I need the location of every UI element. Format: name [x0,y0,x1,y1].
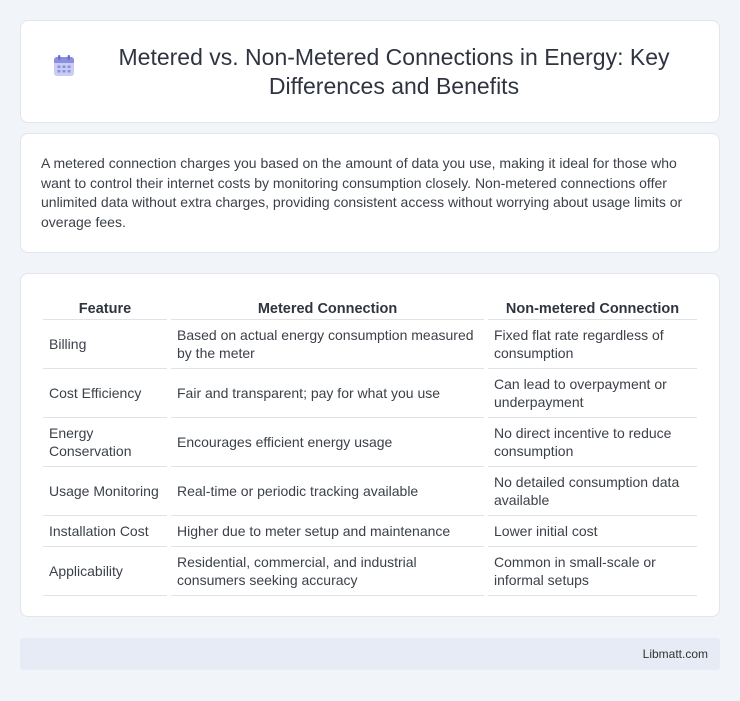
table-cell-metered: Higher due to meter setup and maintenance [171,516,484,547]
table-header-row [43,294,697,320]
table-cell-non-metered: Fixed flat rate regardless of consumption [488,320,697,369]
header-non-metered: Non-metered Connection [488,294,697,320]
table-cell-non-metered: Common in small-scale or informal setups [488,547,697,596]
header-feature: Feature [43,294,167,320]
table-cell-feature: Billing [43,320,167,369]
table-cell-feature: Energy Conservation [43,418,167,467]
footer [20,638,720,670]
intro-paragraph: A metered connection charges you based on the amount of data you use, making it ideal for those who want to control their internet costs by monitoring consumption closely. Non-metered connections offer unlimited data without extra charges, providing consistent access without worrying about usage limits or overage fees. [41,155,683,230]
table-row [43,320,697,369]
table-cell-non-metered: No direct incentive to reduce consumption [488,418,697,467]
page-title: Metered vs. Non-Metered Connections in Energy: Key Differences and Benefits [118,43,670,99]
footer-site-link[interactable]: Libmatt.com [642,647,708,661]
table-cell-metered: Based on actual energy consumption measured by the meter [171,320,484,369]
table-cell-feature: Installation Cost [43,516,167,547]
title-card [20,20,720,123]
table-row [43,369,697,418]
table-cell-non-metered: Lower initial cost [488,516,697,547]
table-cell-metered: Residential, commercial, and industrial consumers seeking accuracy [171,547,484,596]
table-cell-feature: Usage Monitoring [43,467,167,516]
header-metered: Metered Connection [171,294,484,320]
table-cell-feature: Applicability [43,547,167,596]
table-row [43,467,697,516]
table-cell-metered: Encourages efficient energy usage [171,418,484,467]
table-cell-non-metered: No detailed consumption data available [488,467,697,516]
table-row [43,418,697,467]
table-cell-feature: Cost Efficiency [43,369,167,418]
calendar-icon [51,53,77,79]
table-cell-metered: Real-time or periodic tracking available [171,467,484,516]
table-row [43,516,697,547]
title-wrap [51,43,689,101]
intro-card [20,133,720,253]
table-cell-metered: Fair and transparent; pay for what you use [171,369,484,418]
comparison-table-card [20,273,720,617]
table-cell-non-metered: Can lead to overpayment or underpayment [488,369,697,418]
table-row [43,547,697,596]
comparison-table [39,294,701,596]
